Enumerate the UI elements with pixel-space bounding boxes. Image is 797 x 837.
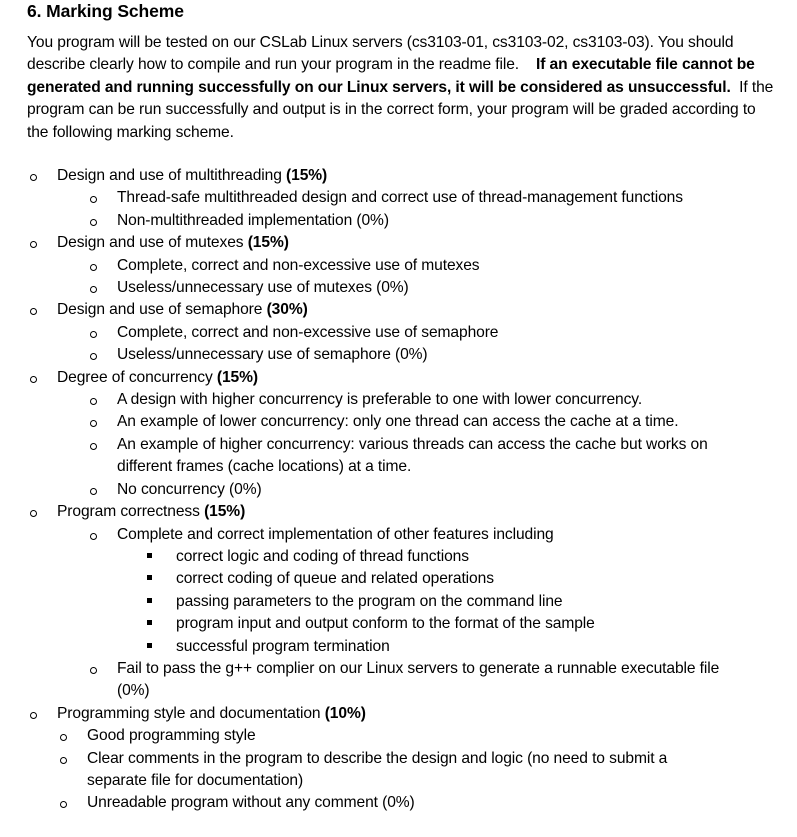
criterion-weight: (30%): [266, 301, 308, 318]
criterion-correctness: [57, 501, 245, 523]
bullet-circle-icon: [90, 533, 97, 540]
criterion-semaphore: [57, 299, 308, 321]
list-item: Thread-safe multithreaded design and correct use of thread-management functions: [117, 189, 683, 206]
bullet-circle-icon: [30, 510, 37, 517]
bullet-circle-icon: [90, 264, 97, 271]
list-item-continuation: separate file for documentation): [87, 772, 304, 789]
criterion-weight: (15%): [204, 503, 246, 520]
bullet-circle-icon: [90, 286, 97, 293]
bullet-square-icon: [147, 643, 152, 648]
sub-list-item: passing parameters to the program on the command line: [176, 593, 563, 610]
bullet-square-icon: [147, 598, 152, 603]
list-item: No concurrency (0%): [117, 481, 262, 498]
intro-warning: If an executable file cannot be generated and running successfully on our Linux servers, it will be considered as unsuccessful.: [27, 56, 755, 96]
bullet-circle-icon: [90, 353, 97, 360]
bullet-circle-icon: [30, 308, 37, 315]
bullet-circle-icon: [30, 712, 37, 719]
list-item-continuation: different frames (cache locations) at a time.: [117, 458, 412, 475]
criterion-weight: (15%): [216, 369, 258, 386]
bullet-circle-icon: [90, 488, 97, 495]
criterion-title: Degree of concurrency: [57, 369, 213, 386]
criterion-title: Design and use of mutexes: [57, 234, 244, 251]
bullet-circle-icon: [90, 219, 97, 226]
criterion-title: Program correctness: [57, 503, 200, 520]
list-item: Good programming style: [87, 727, 256, 744]
bullet-circle-icon: [90, 398, 97, 405]
bullet-circle-icon: [60, 757, 67, 764]
list-item-continuation: (0%): [117, 682, 150, 699]
criterion-weight: (10%): [324, 705, 366, 722]
criterion-multithreading: [57, 165, 327, 187]
bullet-circle-icon: [90, 331, 97, 338]
list-item: An example of higher concurrency: various threads can access the cache but works on: [117, 436, 708, 453]
list-item: A design with higher concurrency is preferable to one with lower concurrency.: [117, 391, 643, 408]
bullet-circle-icon: [30, 376, 37, 383]
sub-list-item: successful program termination: [176, 638, 390, 655]
bullet-circle-icon: [60, 734, 67, 741]
list-item: Clear comments in the program to describe the design and logic (no need to submit a: [87, 750, 668, 767]
list-item: Non-multithreaded implementation (0%): [117, 212, 389, 229]
list-item: An example of lower concurrency: only one thread can access the cache at a time.: [117, 413, 679, 430]
criterion-weight: (15%): [247, 234, 289, 251]
bullet-circle-icon: [30, 174, 37, 181]
bullet-circle-icon: [30, 241, 37, 248]
bullet-circle-icon: [90, 420, 97, 427]
list-item: Useless/unnecessary use of mutexes (0%): [117, 279, 409, 296]
criterion-concurrency: [57, 367, 258, 389]
bullet-square-icon: [147, 553, 152, 558]
bullet-circle-icon: [90, 667, 97, 674]
sub-list-item: correct coding of queue and related operations: [176, 570, 494, 587]
list-item: Fail to pass the g++ complier on our Linux servers to generate a runnable executable file: [117, 660, 720, 677]
bullet-circle-icon: [90, 196, 97, 203]
criterion-weight: (15%): [286, 167, 328, 184]
criterion-style: [57, 703, 366, 725]
bullet-circle-icon: [90, 443, 97, 450]
criterion-title: Design and use of multithreading: [57, 167, 282, 184]
section-heading: 6. Marking Scheme: [27, 1, 184, 21]
intro-grading-text: If the program can be run successfully and output is in the correct form, your program will be graded according to the following marking scheme.: [27, 78, 774, 141]
intro-paragraph: [27, 32, 779, 144]
list-item: Unreadable program without any comment (0%): [87, 794, 415, 811]
bullet-square-icon: [147, 620, 152, 625]
sub-list-item: correct logic and coding of thread functions: [176, 548, 469, 565]
intro-text: You program will be tested on our CSLab Linux servers (cs3103-01, cs3103-02, cs3103-03). You should describe clearly how to compile and run your program in the readme file.: [27, 34, 734, 74]
sub-list-item: program input and output conform to the format of the sample: [176, 615, 595, 632]
bullet-circle-icon: [60, 801, 67, 808]
criterion-title: Programming style and documentation: [57, 705, 321, 722]
list-item: Complete, correct and non-excessive use of semaphore: [117, 324, 499, 341]
list-item: Useless/unnecessary use of semaphore (0%): [117, 346, 428, 363]
list-item: Complete and correct implementation of other features including: [117, 526, 554, 543]
criterion-title: Design and use of semaphore: [57, 301, 263, 318]
bullet-square-icon: [147, 575, 152, 580]
list-item: Complete, correct and non-excessive use of mutexes: [117, 257, 480, 274]
criterion-mutexes: [57, 232, 289, 254]
